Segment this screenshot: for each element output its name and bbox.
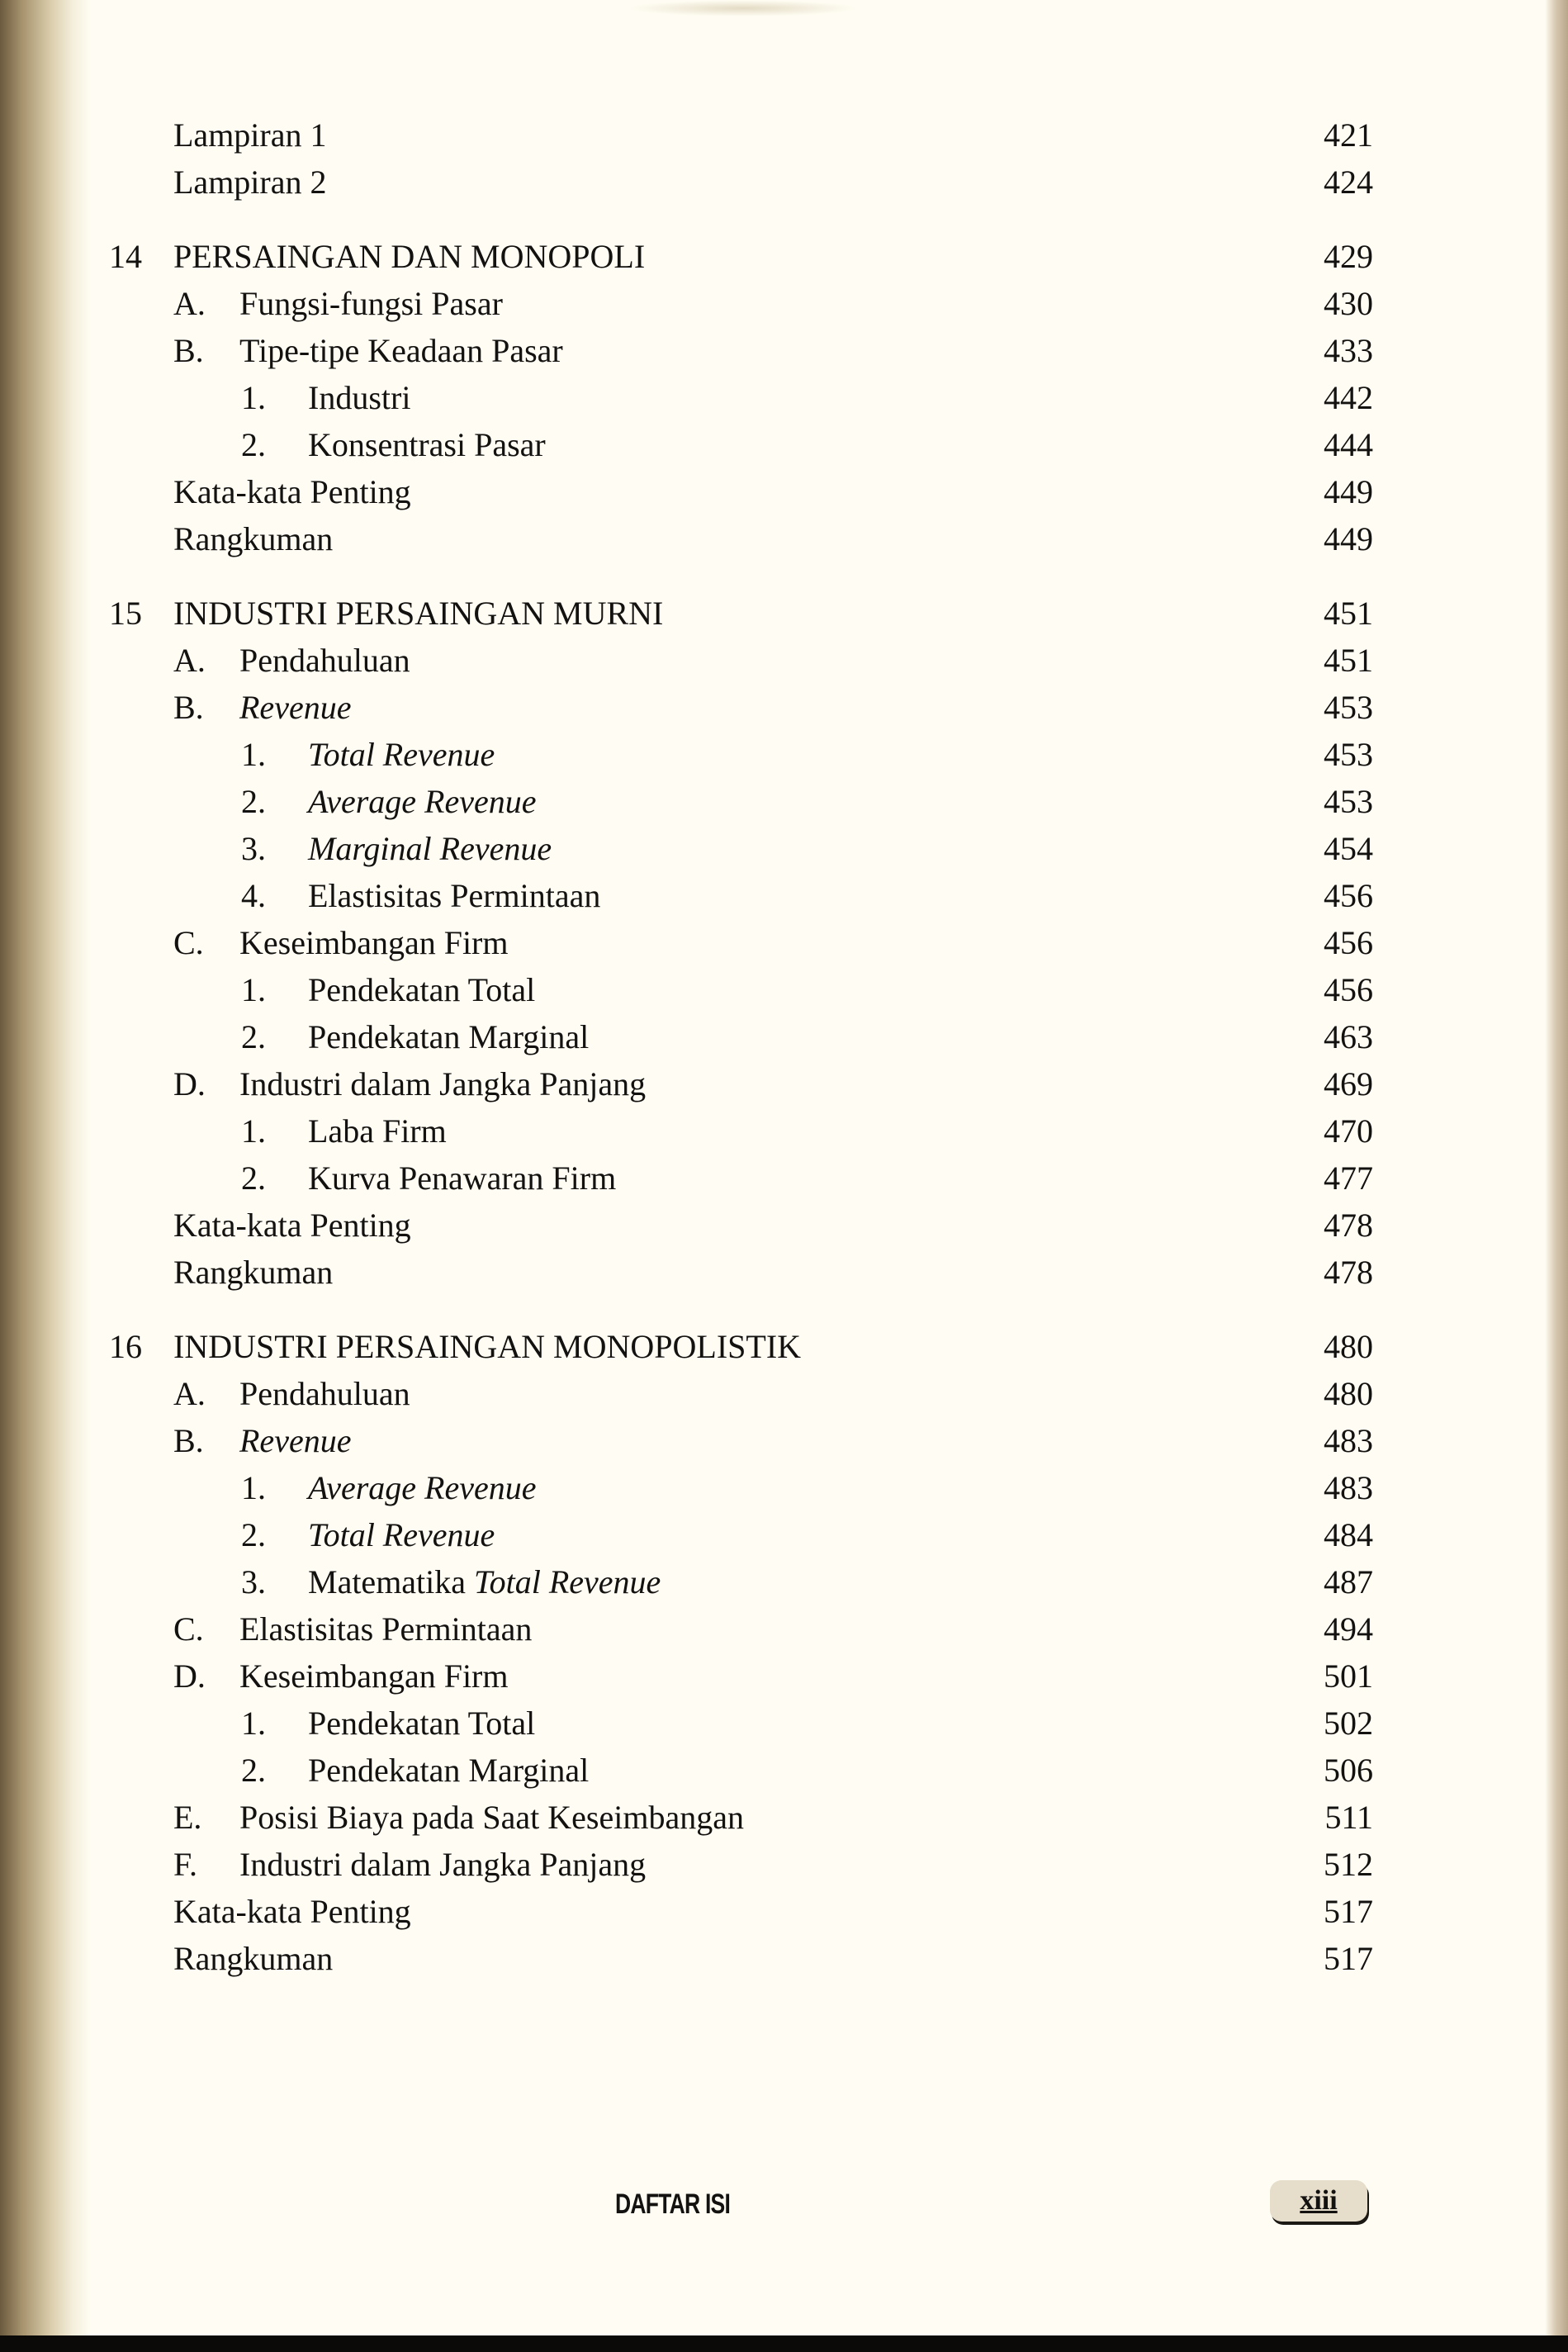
page-number: 451: [1324, 595, 1373, 632]
subsection-title: [308, 1558, 661, 1605]
page-number: 453: [1324, 736, 1373, 773]
subsection-title: [308, 1013, 589, 1060]
subsection-number: 1.: [241, 1112, 266, 1150]
page-number: 477: [1324, 1159, 1373, 1197]
page-number: 494: [1324, 1610, 1373, 1648]
toc-entry-section: [0, 1060, 1568, 1107]
subsection-title: [308, 1700, 535, 1747]
toc-entry-section: [0, 327, 1568, 374]
subsection-title: [308, 1511, 495, 1558]
page-number: 506: [1324, 1752, 1373, 1789]
toc-entry-sub: [0, 1511, 1568, 1558]
page-number: 517: [1324, 1940, 1373, 1977]
subsection-title-text: Marginal Revenue: [308, 830, 552, 867]
toc-entry-sub: [0, 966, 1568, 1013]
subsection-title: [308, 731, 495, 778]
toc-entry-item: [0, 1888, 1568, 1935]
running-footer-title: DAFTAR ISI: [615, 2188, 731, 2220]
entry-title: Kata-kata Penting: [173, 473, 411, 510]
toc-entry-item: [0, 515, 1568, 562]
page-number: 454: [1324, 830, 1373, 867]
subsection-title: [308, 966, 535, 1013]
page-number: 424: [1324, 164, 1373, 201]
toc-entry-section: [0, 637, 1568, 684]
toc-entry-section: [0, 1841, 1568, 1888]
page-number: 463: [1324, 1018, 1373, 1055]
toc-entry-section: [0, 1653, 1568, 1700]
section-letter: B.: [173, 689, 204, 726]
scan-bottom-edge: [0, 2335, 1568, 2352]
section-letter: D.: [173, 1065, 206, 1102]
subsection-number: 1.: [241, 971, 266, 1008]
page-number: 430: [1324, 285, 1373, 322]
page-number-badge: xiii: [1270, 2180, 1367, 2222]
section-letter: A.: [173, 1375, 206, 1412]
page-number: 456: [1324, 971, 1373, 1008]
chapter-title: INDUSTRI PERSAINGAN MURNI: [173, 595, 664, 632]
subsection-title-text: Industri: [308, 379, 411, 416]
page-number: 444: [1324, 426, 1373, 463]
entry-title: Rangkuman: [173, 1940, 334, 1977]
entry-title: Rangkuman: [173, 520, 334, 557]
page-number: 453: [1324, 689, 1373, 726]
subsection-title-text: Laba Firm: [308, 1112, 447, 1150]
page-number: 487: [1324, 1563, 1373, 1600]
page-number: 478: [1324, 1207, 1373, 1244]
subsection-title: [308, 1464, 537, 1511]
page-number: 484: [1324, 1516, 1373, 1553]
section-letter: A.: [173, 642, 206, 679]
page-number: 429: [1324, 238, 1373, 275]
toc-entry-sub: [0, 374, 1568, 421]
subsection-title-text: Pendekatan Total: [308, 971, 536, 1008]
section-letter: B.: [173, 1422, 204, 1459]
page-number: 517: [1324, 1893, 1373, 1930]
section-letter: E.: [173, 1799, 202, 1836]
subsection-title: [308, 872, 600, 919]
subsection-title-text: Konsentrasi Pasar: [308, 426, 546, 463]
subsection-number: 1.: [241, 1469, 266, 1506]
chapter-title: PERSAINGAN DAN MONOPOLI: [173, 238, 646, 275]
toc-entry-chapter: [0, 233, 1568, 280]
toc-entry-chapter: [0, 1323, 1568, 1370]
section-title: Industri dalam Jangka Panjang: [239, 1065, 647, 1102]
page-number: 502: [1324, 1705, 1373, 1742]
page-number: 456: [1324, 877, 1373, 914]
toc-entry-chapter: [0, 590, 1568, 637]
chapter-number: 14: [109, 238, 142, 275]
toc-entry-section: [0, 919, 1568, 966]
subsection-title-text: Matematika: [308, 1563, 475, 1600]
subsection-number: 2.: [241, 783, 266, 820]
toc-entry-item: [0, 1249, 1568, 1296]
toc-entry-item: [0, 468, 1568, 515]
page-number: 480: [1324, 1328, 1373, 1365]
subsection-number: 2.: [241, 426, 266, 463]
page-number: 453: [1324, 783, 1373, 820]
toc-entry-sub: [0, 1464, 1568, 1511]
entry-title: Kata-kata Penting: [173, 1893, 411, 1930]
page-number: 483: [1324, 1422, 1373, 1459]
subsection-title-text: Pendekatan Marginal: [308, 1752, 590, 1789]
subsection-title: [308, 1107, 447, 1155]
page-number: 421: [1324, 116, 1373, 154]
toc-entry-item: [0, 1935, 1568, 1982]
subsection-number: 1.: [241, 736, 266, 773]
toc-entry-sub: [0, 1155, 1568, 1202]
toc-entry-section: [0, 1370, 1568, 1417]
page-number: 469: [1324, 1065, 1373, 1102]
subsection-title-text: Kurva Penawaran Firm: [308, 1159, 617, 1197]
section-letter: C.: [173, 924, 204, 961]
entry-title: Rangkuman: [173, 1254, 334, 1291]
subsection-title-text: Elastisitas Permintaan: [308, 877, 601, 914]
subsection-number: 2.: [241, 1752, 266, 1789]
page-number: 483: [1324, 1469, 1373, 1506]
toc-entry-section: [0, 1417, 1568, 1464]
subsection-title-text: Pendekatan Marginal: [308, 1018, 590, 1055]
section-title: Posisi Biaya pada Saat Keseimbangan: [239, 1799, 744, 1836]
page-number: 456: [1324, 924, 1373, 961]
toc-entry-sub: [0, 1700, 1568, 1747]
subsection-title: [308, 778, 537, 825]
section-title: Revenue: [239, 1422, 352, 1459]
subsection-number: 3.: [241, 830, 266, 867]
subsection-title-italic: Total Revenue: [474, 1563, 661, 1600]
subsection-number: 2.: [241, 1018, 266, 1055]
chapter-number: 16: [109, 1328, 142, 1365]
toc-entry-section: [0, 1605, 1568, 1653]
toc-entry-sub: [0, 872, 1568, 919]
subsection-number: 1.: [241, 1705, 266, 1742]
subsection-title-text: Average Revenue: [308, 783, 537, 820]
chapter-title: INDUSTRI PERSAINGAN MONOPOLISTIK: [173, 1328, 802, 1365]
subsection-number: 4.: [241, 877, 266, 914]
entry-title: Kata-kata Penting: [173, 1207, 411, 1244]
page-number: 470: [1324, 1112, 1373, 1150]
subsection-number: 1.: [241, 379, 266, 416]
page-number: 442: [1324, 379, 1373, 416]
subsection-number: 2.: [241, 1159, 266, 1197]
toc-entry-sub: [0, 778, 1568, 825]
toc-entry-sub: [0, 1747, 1568, 1794]
section-title: Keseimbangan Firm: [239, 1657, 509, 1695]
section-letter: D.: [173, 1657, 206, 1695]
section-title: Fungsi-fungsi Pasar: [239, 285, 503, 322]
toc-entry-item: [0, 1202, 1568, 1249]
section-letter: C.: [173, 1610, 204, 1648]
subsection-title: [308, 1747, 589, 1794]
subsection-title-text: Average Revenue: [308, 1469, 537, 1506]
toc-entry-item: [0, 111, 1568, 159]
section-title: Pendahuluan: [239, 1375, 410, 1412]
toc-entry-sub: [0, 1558, 1568, 1605]
toc-entry-sub: [0, 1107, 1568, 1155]
toc-entry-section: [0, 1794, 1568, 1841]
section-letter: A.: [173, 285, 206, 322]
section-title: Pendahuluan: [239, 642, 410, 679]
subsection-title: [308, 374, 410, 421]
toc-entry-sub: [0, 421, 1568, 468]
page-number: 478: [1324, 1254, 1373, 1291]
toc-entry-sub: [0, 825, 1568, 872]
subsection-title: [308, 825, 552, 872]
subsection-title-text: Total Revenue: [308, 1516, 495, 1553]
page-number: 451: [1324, 642, 1373, 679]
entry-title: Lampiran 2: [173, 164, 327, 201]
page-number: 511: [1324, 1799, 1373, 1836]
subsection-title: [308, 421, 546, 468]
subsection-number: 3.: [241, 1563, 266, 1600]
page-number: 480: [1324, 1375, 1373, 1412]
section-title: Tipe-tipe Keadaan Pasar: [239, 332, 563, 369]
toc-entry-item: [0, 159, 1568, 206]
toc-entry-sub: [0, 1013, 1568, 1060]
subsection-number: 2.: [241, 1516, 266, 1553]
page-number: 449: [1324, 473, 1373, 510]
subsection-title-text: Pendekatan Total: [308, 1705, 536, 1742]
paper-smudge: [628, 0, 859, 17]
section-title: Revenue: [239, 689, 352, 726]
toc-entry-section: [0, 280, 1568, 327]
section-title: Elastisitas Permintaan: [239, 1610, 533, 1648]
toc-entry-section: [0, 684, 1568, 731]
section-title: Keseimbangan Firm: [239, 924, 509, 961]
chapter-number: 15: [109, 595, 142, 632]
page-number: 449: [1324, 520, 1373, 557]
page-number: 501: [1324, 1657, 1373, 1695]
page-number: 512: [1324, 1846, 1373, 1883]
section-letter: B.: [173, 332, 204, 369]
section-title: Industri dalam Jangka Panjang: [239, 1846, 647, 1883]
subsection-title: [308, 1155, 616, 1202]
subsection-title-text: Total Revenue: [308, 736, 495, 773]
toc-entry-sub: [0, 731, 1568, 778]
page-number: 433: [1324, 332, 1373, 369]
section-letter: F.: [173, 1846, 198, 1883]
entry-title: Lampiran 1: [173, 116, 327, 154]
